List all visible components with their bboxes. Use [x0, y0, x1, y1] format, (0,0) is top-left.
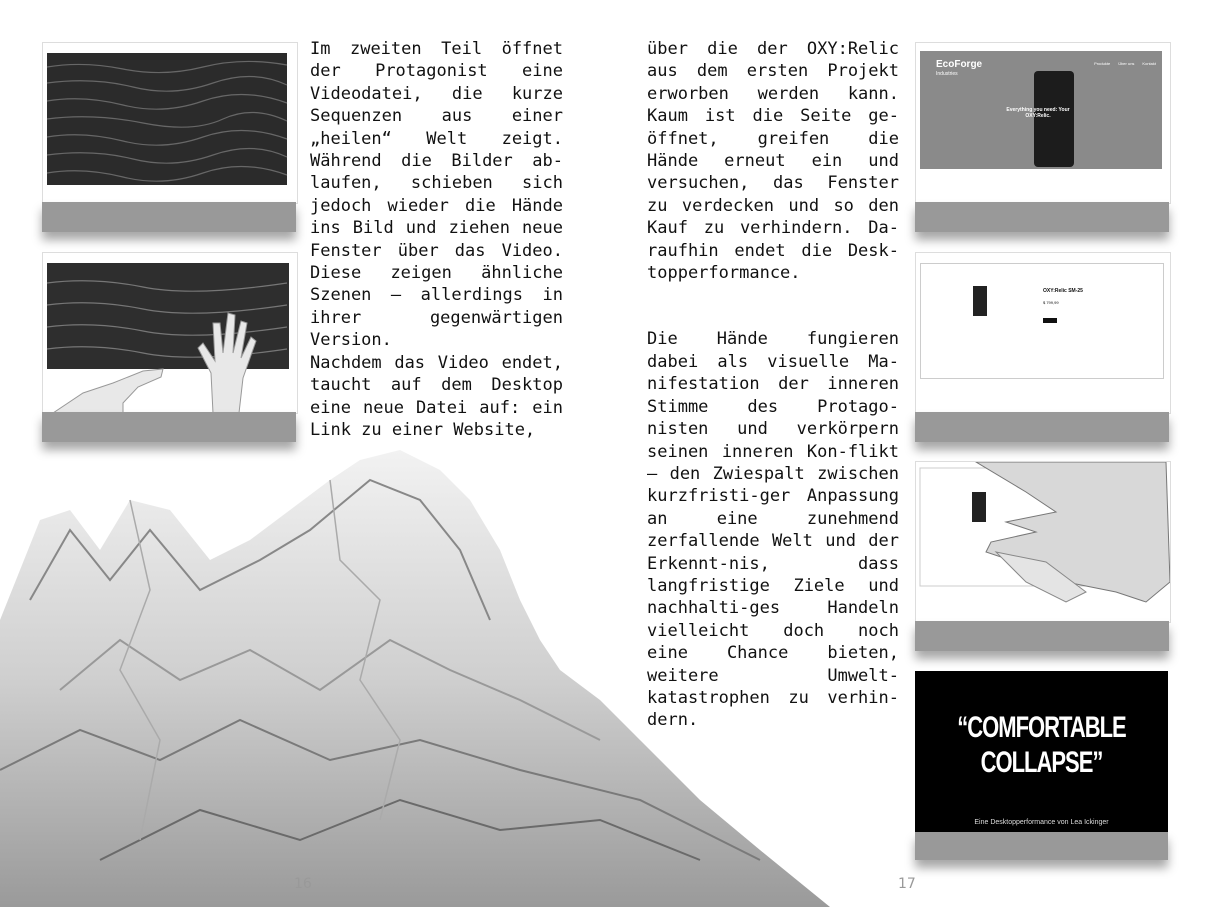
left-paragraph-2: Nachdem das Video endet, taucht auf dem Desktop eine neue Datei auf: ein Link zu einer Website, [310, 352, 563, 440]
ocean-with-hands-image [43, 253, 297, 413]
screenshot-frame [42, 42, 298, 204]
screenshot-frame [42, 252, 298, 414]
title-card-title: “COMFORTABLE COLLAPSE” [957, 709, 1126, 779]
shop-hero [920, 51, 1162, 169]
ocean-waves-image [43, 43, 297, 203]
screenshot-shadow [915, 621, 1169, 651]
screenshot-frame [915, 461, 1171, 623]
screenshot-shadow [915, 412, 1169, 442]
shop-nav [1094, 61, 1156, 66]
shop-hero-text: Everything you need: Your OXY:Relic. [1006, 107, 1070, 119]
hands-over-window-image [916, 462, 1170, 622]
buy-button[interactable] [1043, 318, 1057, 323]
left-paragraph-1: Im zweiten Teil öffnet der Protagonist eine Videodatei, die kurze Sequenzen aus einer „heilen“ Welt zeigt. Während die Bilder ab-laufen, schieben sich jedoch wieder die Hände ins Bild und ziehen neue Fenster über das Video. Diese zeigen ähnliche Szenen – allerdings in ihrer gegenwärtigen Version. [310, 39, 563, 351]
nav-item[interactable]: Über uns [1118, 61, 1135, 66]
product-image [973, 286, 987, 316]
page-number-right: 17 [898, 876, 916, 892]
nav-item[interactable]: Kontakt [1142, 61, 1156, 66]
shop-logo-sub: Industries [936, 71, 958, 77]
right-paragraph-2: Die Hände fungieren dabei als visuelle Ma-nifestation der inneren Stimme des Protago-nisten und verkörpern seinen inneren Kon-flikt – den Zwiespalt zwischen kurzfristi-ger Anpassung an eine zunehmend zerfallende Welt und der Erkennt-nis, dass langfristige Ziele und nachhalti-ges Handeln vielleicht doch noch eine Chance bieten, weitere Umwelt-katastrophen zu verhin-dern. [647, 329, 899, 731]
screenshot-shadow [42, 202, 296, 232]
title-card [915, 671, 1168, 832]
title-card-shadow [915, 832, 1168, 860]
shop-logo: EcoForge [936, 59, 983, 70]
screenshot-shadow [42, 412, 296, 442]
right-paragraph-1: über die der OXY:Relic aus dem ersten Projekt erworben werden kann. Kaum ist die Seite ge-öffnet, greifen die Hände erneut ein und versuchen, das Fenster zu verdecken und so den Kauf zu verhindern. Da-raufhin endet die Desk-topperformance. [647, 39, 899, 284]
screenshot-frame [915, 252, 1171, 414]
screenshot-shadow [915, 202, 1169, 232]
product-title: OXY:Relic SM-25 [1043, 288, 1083, 294]
screenshot-frame [915, 42, 1171, 204]
product-page [920, 263, 1164, 379]
title-card-subtitle: Eine Desktopperformance von Lea Ickinger [974, 819, 1109, 826]
nav-item[interactable]: Produkte [1094, 61, 1111, 66]
page-number-left: 16 [294, 876, 312, 892]
product-price: $ 799,99 [1043, 300, 1059, 305]
product-image [1034, 71, 1074, 167]
left-column-text [310, 38, 563, 441]
right-column-text [647, 38, 899, 732]
